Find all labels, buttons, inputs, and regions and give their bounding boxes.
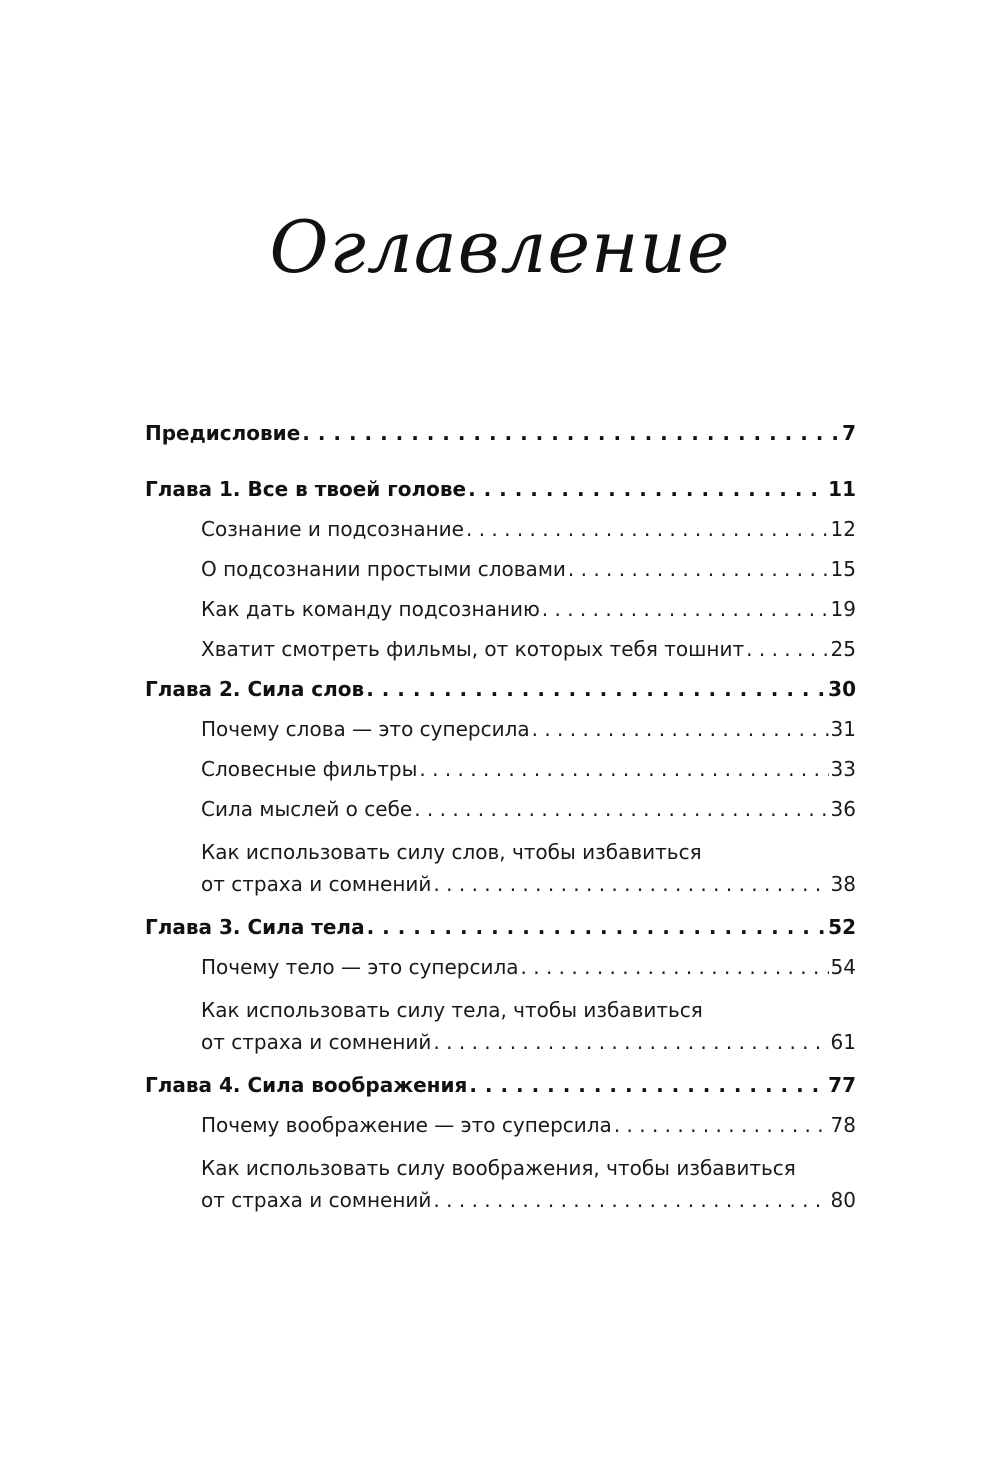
toc-section-page: 12 (830, 517, 856, 541)
table-of-contents (145, 420, 856, 1230)
dot-leader (414, 796, 828, 822)
toc-section[interactable] (201, 636, 856, 662)
toc-section[interactable] (201, 756, 856, 782)
dot-leader (469, 1072, 826, 1098)
toc-section-multiline[interactable] (201, 1152, 856, 1216)
toc-section-label: Хватит смотреть фильмы, от которых тебя тошнит (201, 637, 745, 661)
toc-chapter-page: 11 (828, 477, 856, 501)
toc-section-label-line2: от страха и сомнений (201, 1188, 432, 1212)
toc-section-label-line2: от страха и сомнений (201, 1030, 432, 1054)
toc-section-page: 33 (830, 757, 856, 781)
toc-section-label: Сознание и подсознание (201, 517, 464, 541)
toc-chapter-label: Глава 2. Сила слов (145, 677, 365, 701)
toc-section-label: Как дать команду подсознанию (201, 597, 540, 621)
toc-section-label: Почему тело — это суперсила (201, 955, 519, 979)
toc-section-page: 36 (830, 797, 856, 821)
dot-leader (433, 1184, 828, 1216)
toc-section-page: 31 (830, 717, 856, 741)
toc-section-label-line1: Как использовать силу воображения, чтобы избавиться (201, 1156, 796, 1180)
toc-preface-page: 7 (842, 421, 856, 445)
dot-leader (746, 636, 828, 662)
toc-section-label: О подсознании простыми словами (201, 557, 566, 581)
toc-section-label: Почему воображение — это суперсила (201, 1113, 612, 1137)
toc-chapter-page: 52 (828, 915, 856, 939)
toc-section-label: Сила мыслей о себе (201, 797, 413, 821)
toc-section-page: 78 (830, 1113, 856, 1137)
toc-chapter-page: 77 (828, 1073, 856, 1097)
toc-section-multiline[interactable] (201, 994, 856, 1058)
toc-section[interactable] (201, 796, 856, 822)
toc-preface[interactable] (145, 420, 856, 446)
toc-section[interactable] (201, 716, 856, 742)
dot-leader (521, 954, 829, 980)
toc-section-page: 38 (830, 872, 856, 896)
toc-preface-label: Предисловие (145, 421, 301, 445)
toc-chapter-label: Глава 4. Сила воображения (145, 1073, 468, 1097)
dot-leader (532, 716, 829, 742)
toc-section[interactable] (201, 1112, 856, 1138)
toc-section[interactable] (201, 596, 856, 622)
toc-chapter-4[interactable] (145, 1072, 856, 1098)
dot-leader (468, 476, 826, 502)
toc-section-multiline[interactable] (201, 836, 856, 900)
toc-section-page: 54 (830, 955, 856, 979)
dot-leader (302, 420, 840, 446)
toc-section[interactable] (201, 556, 856, 582)
toc-section-label: Почему слова — это суперсила (201, 717, 530, 741)
dot-leader (367, 914, 827, 940)
dot-leader (433, 1026, 828, 1058)
toc-section-page: 15 (830, 557, 856, 581)
toc-chapter-3[interactable] (145, 914, 856, 940)
toc-section-page: 25 (830, 637, 856, 661)
dot-leader (614, 1112, 829, 1138)
toc-section[interactable] (201, 516, 856, 542)
toc-section[interactable] (201, 954, 856, 980)
toc-section-label-line1: Как использовать силу тела, чтобы избавиться (201, 998, 703, 1022)
toc-chapter-label: Глава 3. Сила тела (145, 915, 365, 939)
toc-chapter-page: 30 (828, 677, 856, 701)
page-title: Оглавление (269, 205, 731, 289)
toc-section-label-line2: от страха и сомнений (201, 872, 432, 896)
dot-leader (568, 556, 829, 582)
dot-leader (419, 756, 828, 782)
toc-section-page: 19 (830, 597, 856, 621)
toc-chapter-2[interactable] (145, 676, 856, 702)
toc-section-page: 80 (830, 1188, 856, 1212)
dot-leader (366, 676, 826, 702)
toc-section-label: Словесные фильтры (201, 757, 418, 781)
dot-leader (542, 596, 829, 622)
dot-leader (433, 868, 828, 900)
toc-chapter-label: Глава 1. Все в твоей голове (145, 477, 467, 501)
toc-section-page: 61 (830, 1030, 856, 1054)
dot-leader (466, 516, 829, 542)
toc-section-label-line1: Как использовать силу слов, чтобы избавиться (201, 840, 702, 864)
toc-chapter-1[interactable] (145, 476, 856, 502)
